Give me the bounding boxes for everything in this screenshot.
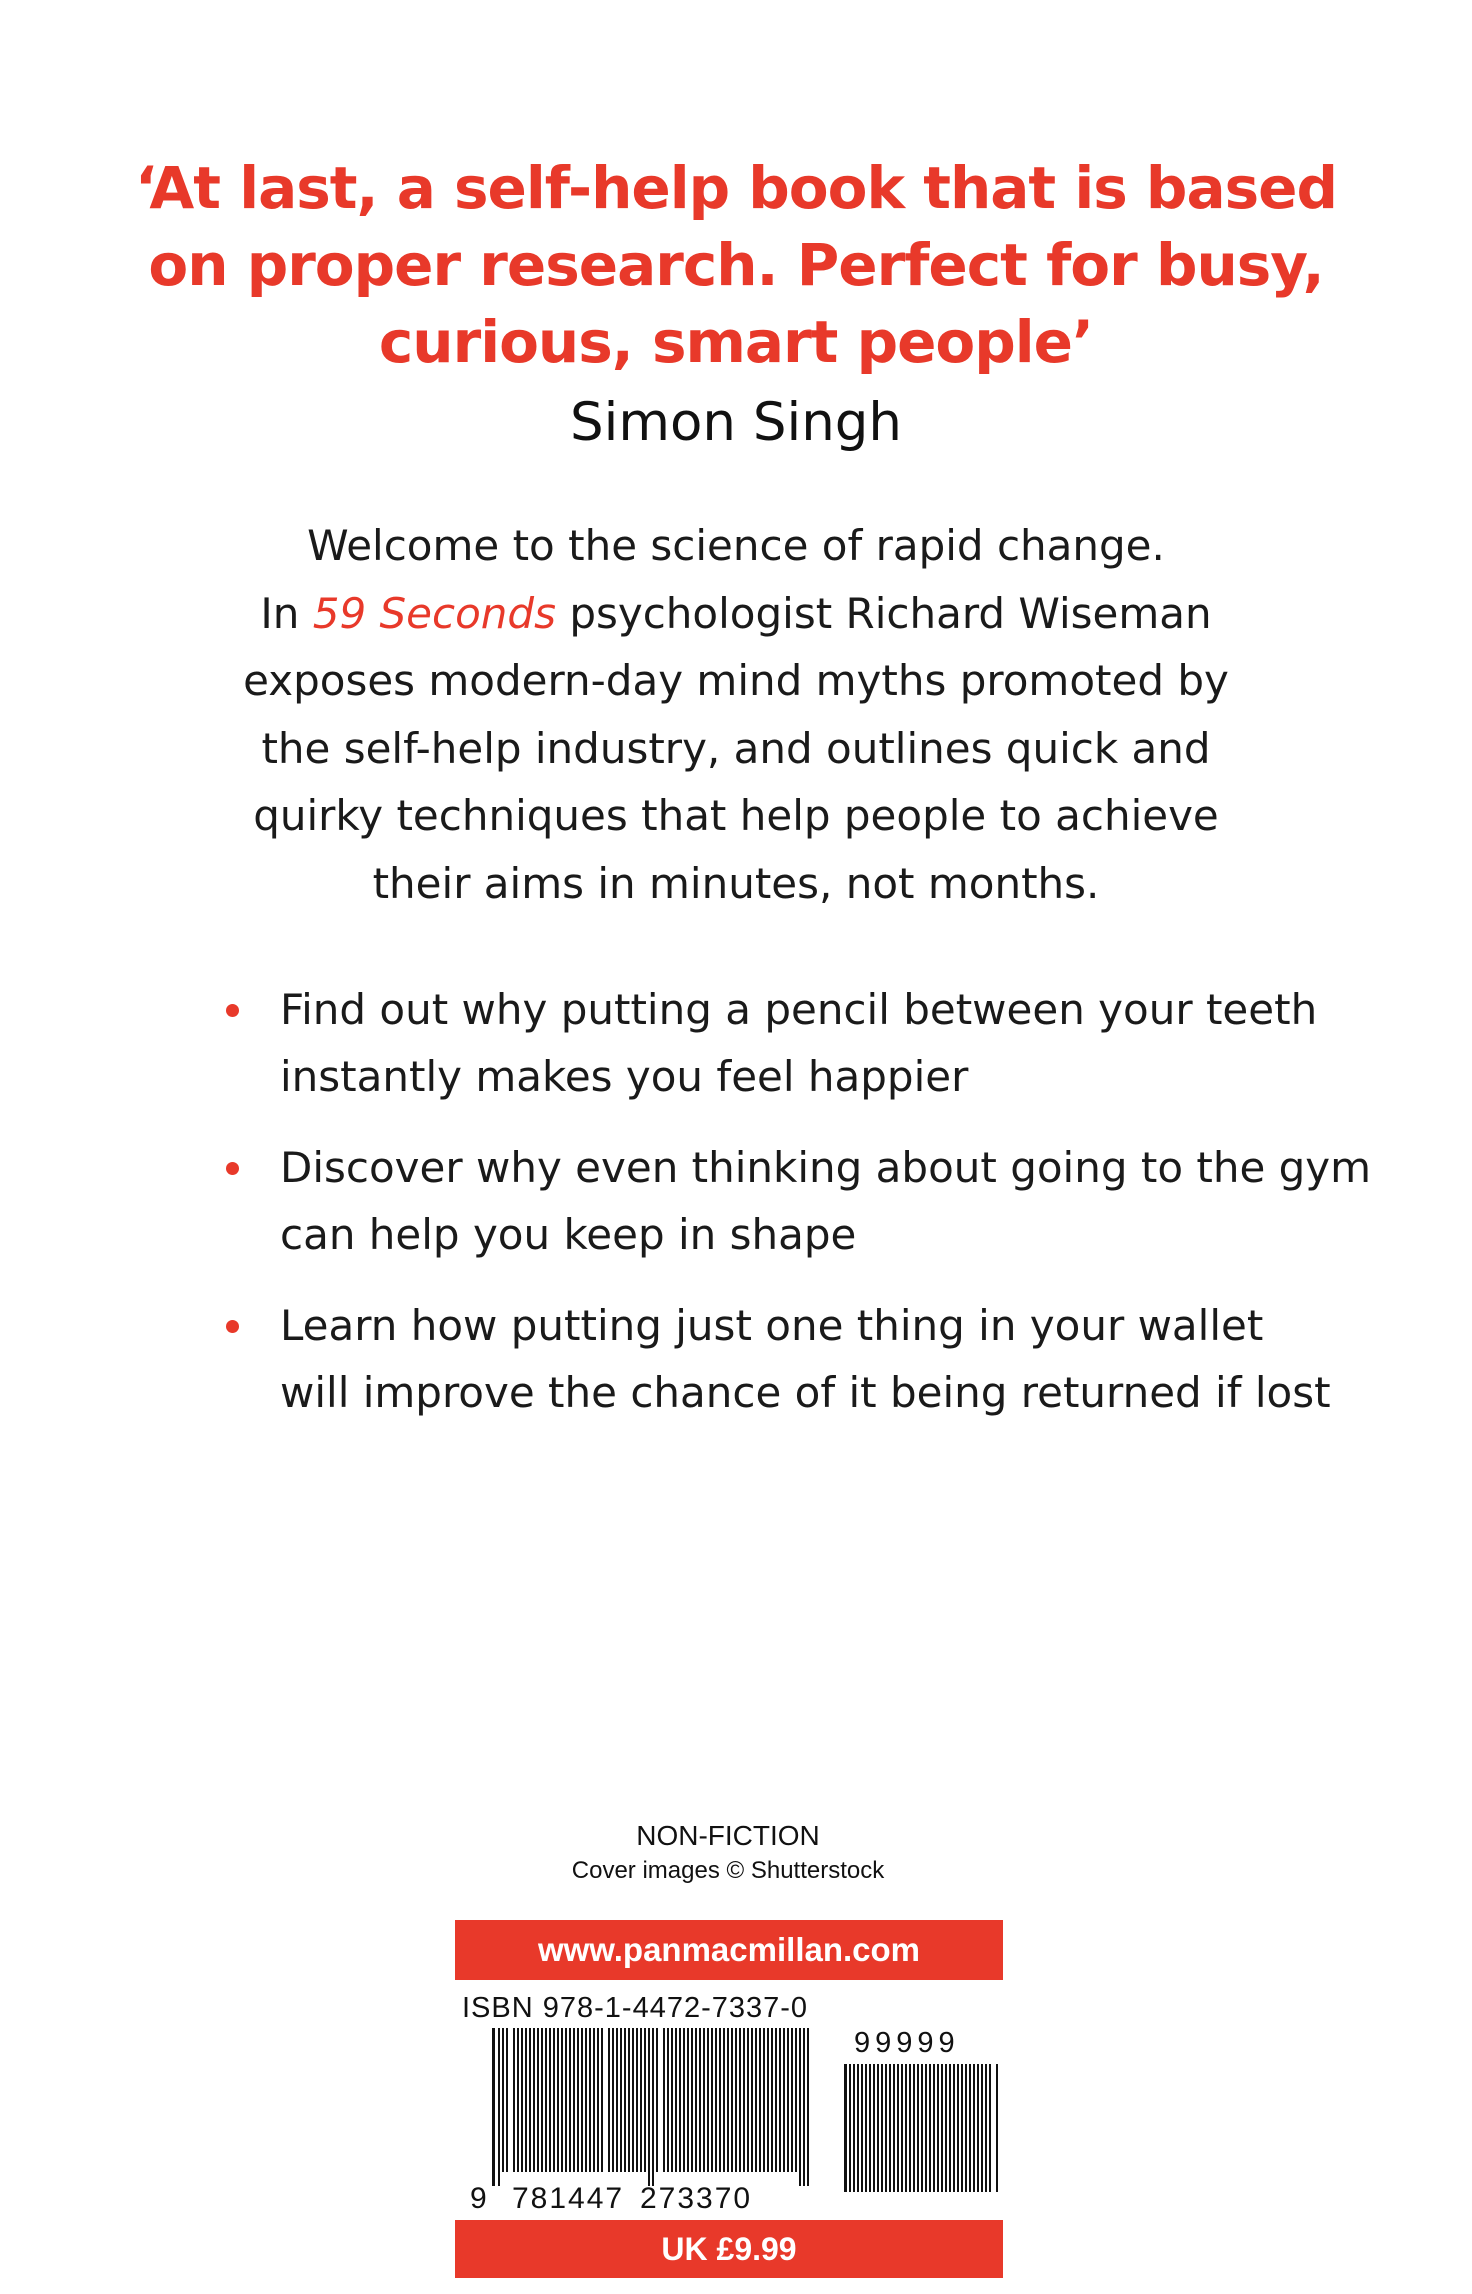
list-item-line: can help you keep in shape [280, 1210, 857, 1259]
barcode-bar [755, 2028, 757, 2172]
list-item-line: Discover why even thinking about going to the gym [280, 1143, 1372, 1192]
barcode-bar [913, 2064, 915, 2192]
barcode-bar [771, 2028, 773, 2172]
barcode-bar [549, 2028, 551, 2172]
list-item-line: will improve the chance of it being returned if lost [280, 1368, 1331, 1417]
barcode-bar [949, 2064, 951, 2192]
barcode-bar [585, 2028, 587, 2172]
barcode-bar [691, 2028, 693, 2172]
list-item-text [280, 1134, 1372, 1268]
barcode-bar [636, 2028, 638, 2172]
barcode-bar [644, 2028, 646, 2172]
barcode-bar [699, 2028, 701, 2172]
genre-label: NON-FICTION [636, 1820, 820, 1851]
bullet-icon [226, 1162, 239, 1175]
barcode-bar [577, 2028, 579, 2172]
barcode-bar [652, 2028, 654, 2186]
barcode-bar [969, 2064, 971, 2192]
list-item [220, 1134, 1372, 1268]
quote-attribution: Simon Singh [569, 392, 903, 453]
barcode-bar [735, 2028, 737, 2172]
barcode-bar [679, 2028, 681, 2172]
price-label: UK £9.99 [455, 2220, 1003, 2278]
bullet-icon [226, 1004, 239, 1017]
barcode-bar [565, 2028, 567, 2172]
barcode-bar [537, 2028, 539, 2172]
barcode-bar [593, 2028, 595, 2172]
barcode-bar [885, 2064, 887, 2192]
isbn-label: ISBN 978-1-4472-7337-0 [462, 1992, 809, 2024]
barcode-bar [767, 2028, 769, 2172]
barcode-bar [791, 2028, 793, 2172]
barcode-bar [759, 2028, 761, 2172]
barcode-bar [917, 2064, 919, 2192]
quote-line: ‘At last, a self-help book that is based [135, 154, 1337, 222]
barcode-bar [648, 2028, 650, 2186]
list-item-line: Find out why putting a pencil between your teeth [280, 985, 1318, 1034]
barcode-bar [557, 2028, 559, 2172]
barcode-bar [727, 2028, 729, 2172]
barcode-bar [553, 2028, 555, 2172]
barcode-bar [525, 2028, 527, 2172]
bullet-icon [226, 1320, 239, 1333]
barcode-bar [929, 2064, 931, 2192]
barcode-bar [569, 2028, 571, 2172]
barcode-bar [703, 2028, 705, 2172]
barcode-bar [517, 2028, 519, 2172]
barcode-bar [873, 2064, 875, 2192]
barcode-bar [921, 2064, 923, 2192]
blurb-line: the self-help industry, and outlines quick and [261, 723, 1211, 773]
list-item-text [280, 1292, 1360, 1426]
barcode-bar [695, 2028, 697, 2172]
barcode-bar [502, 2028, 504, 2172]
barcode-addon-bars [844, 2064, 998, 2192]
barcode-bar [711, 2028, 713, 2172]
barcode-bar [933, 2064, 935, 2192]
barcode-bar [853, 2064, 855, 2192]
barcode-bar [624, 2028, 626, 2172]
barcode-bar [715, 2028, 717, 2172]
barcode-bar [799, 2028, 801, 2186]
list-item-line: Learn how putting just one thing in your wallet [280, 1301, 1264, 1350]
barcode-bar [881, 2064, 883, 2192]
barcode-bar [893, 2064, 895, 2192]
barcode-bar [640, 2028, 642, 2172]
barcode-bar [707, 2028, 709, 2172]
barcode-bar [803, 2028, 805, 2186]
barcode-first-digit: 9 [470, 2182, 487, 2215]
barcode-bar [608, 2028, 610, 2172]
barcode-bar [783, 2028, 785, 2172]
barcode-bar [521, 2028, 523, 2172]
barcode-bar [945, 2064, 947, 2192]
barcode-bar [601, 2028, 603, 2172]
image-credit: Cover images © Shutterstock [571, 1857, 885, 1884]
barcode-bar [506, 2028, 508, 2172]
barcode-left-digits: 781447 [512, 2182, 625, 2215]
barcode-right-digits: 273370 [640, 2182, 753, 2215]
barcode-bar [731, 2028, 733, 2172]
barcode-bar [612, 2028, 614, 2172]
barcode-bar [719, 2028, 721, 2172]
barcode-bar [683, 2028, 685, 2172]
barcode-bar [869, 2064, 871, 2192]
barcode-bar [779, 2028, 781, 2172]
barcode-bar [667, 2028, 669, 2172]
barcode-bar [663, 2028, 665, 2172]
barcode-bar [889, 2064, 891, 2192]
barcode-bar [877, 2064, 879, 2192]
blurb-line [0, 580, 1472, 648]
barcode-bar [807, 2028, 809, 2186]
barcode-bar [941, 2064, 943, 2192]
blurb-line: quirky techniques that help people to achieve [253, 791, 1219, 840]
barcode-bar [775, 2028, 777, 2172]
barcode-bar [961, 2064, 963, 2192]
barcode-bar [656, 2028, 658, 2172]
barcode-bar [597, 2028, 599, 2172]
barcode-bar [795, 2028, 797, 2172]
barcode-bar [616, 2028, 618, 2172]
quote-line: curious, smart people’ [378, 308, 1094, 376]
barcode-bar [909, 2064, 911, 2192]
barcode-bar [513, 2028, 515, 2172]
barcode-addon-digits: 99999 [854, 2027, 960, 2059]
publisher-url[interactable]: www.panmacmillan.com [455, 1920, 1003, 1980]
barcode-bar [541, 2028, 543, 2172]
barcode-bar [687, 2028, 689, 2172]
barcode-bar [996, 2064, 998, 2192]
list-item [220, 1292, 1360, 1426]
feature-list [220, 976, 1372, 1450]
barcode-bar [957, 2064, 959, 2192]
barcode-bar [973, 2064, 975, 2192]
book-title: 59 Seconds [312, 588, 556, 638]
blurb-text: In [260, 588, 313, 638]
barcode-bar [561, 2028, 563, 2172]
barcode-bar [545, 2028, 547, 2172]
pull-quote [0, 150, 1472, 381]
barcode-bar [671, 2028, 673, 2172]
barcode-bar [937, 2064, 939, 2192]
barcode-bar [675, 2028, 677, 2172]
blurb-line: exposes modern-day mind myths promoted by [243, 656, 1229, 705]
barcode-main-bars [492, 2028, 809, 2186]
blurb-line: Welcome to the science of rapid change. [307, 521, 1165, 570]
barcode-bar [977, 2064, 979, 2192]
blurb-text: psychologist Richard Wiseman [555, 588, 1212, 638]
barcode-bar [529, 2028, 531, 2172]
barcode-bar [632, 2028, 634, 2172]
barcode-bar [985, 2064, 987, 2192]
barcode-bar [865, 2064, 867, 2192]
barcode-bar [739, 2028, 741, 2172]
barcode-bar [989, 2064, 991, 2192]
list-item-text [280, 976, 1360, 1110]
barcode-bar [925, 2064, 927, 2192]
barcode-bar [844, 2064, 847, 2192]
barcode-bar [763, 2028, 765, 2172]
barcode-bar [861, 2064, 863, 2192]
barcode-bar [581, 2028, 583, 2172]
barcode-bar [620, 2028, 622, 2172]
barcode-bar [849, 2064, 851, 2192]
barcode-bar [533, 2028, 535, 2172]
barcode-bar [897, 2064, 899, 2192]
barcode-bar [743, 2028, 745, 2172]
barcode-bar [751, 2028, 753, 2172]
book-blurb [0, 512, 1472, 917]
barcode-bar [573, 2028, 575, 2172]
barcode-bar [628, 2028, 630, 2172]
barcode-bar [857, 2064, 859, 2192]
barcode [462, 2022, 1002, 2216]
blurb-line: their aims in minutes, not months. [372, 858, 1100, 908]
barcode-bar [492, 2028, 495, 2186]
list-item [220, 976, 1360, 1110]
barcode-bar [953, 2064, 955, 2192]
barcode-bar [787, 2028, 789, 2172]
quote-line: on proper research. Perfect for busy, [148, 231, 1324, 299]
barcode-bar [589, 2028, 591, 2172]
barcode-bar [901, 2064, 903, 2192]
barcode-bar [981, 2064, 983, 2192]
barcode-bar [498, 2028, 500, 2186]
barcode-bar [747, 2028, 749, 2172]
list-item-line: instantly makes you feel happier [280, 1052, 969, 1101]
barcode-bar [965, 2064, 967, 2192]
barcode-bar [905, 2064, 907, 2192]
barcode-bar [723, 2028, 725, 2172]
